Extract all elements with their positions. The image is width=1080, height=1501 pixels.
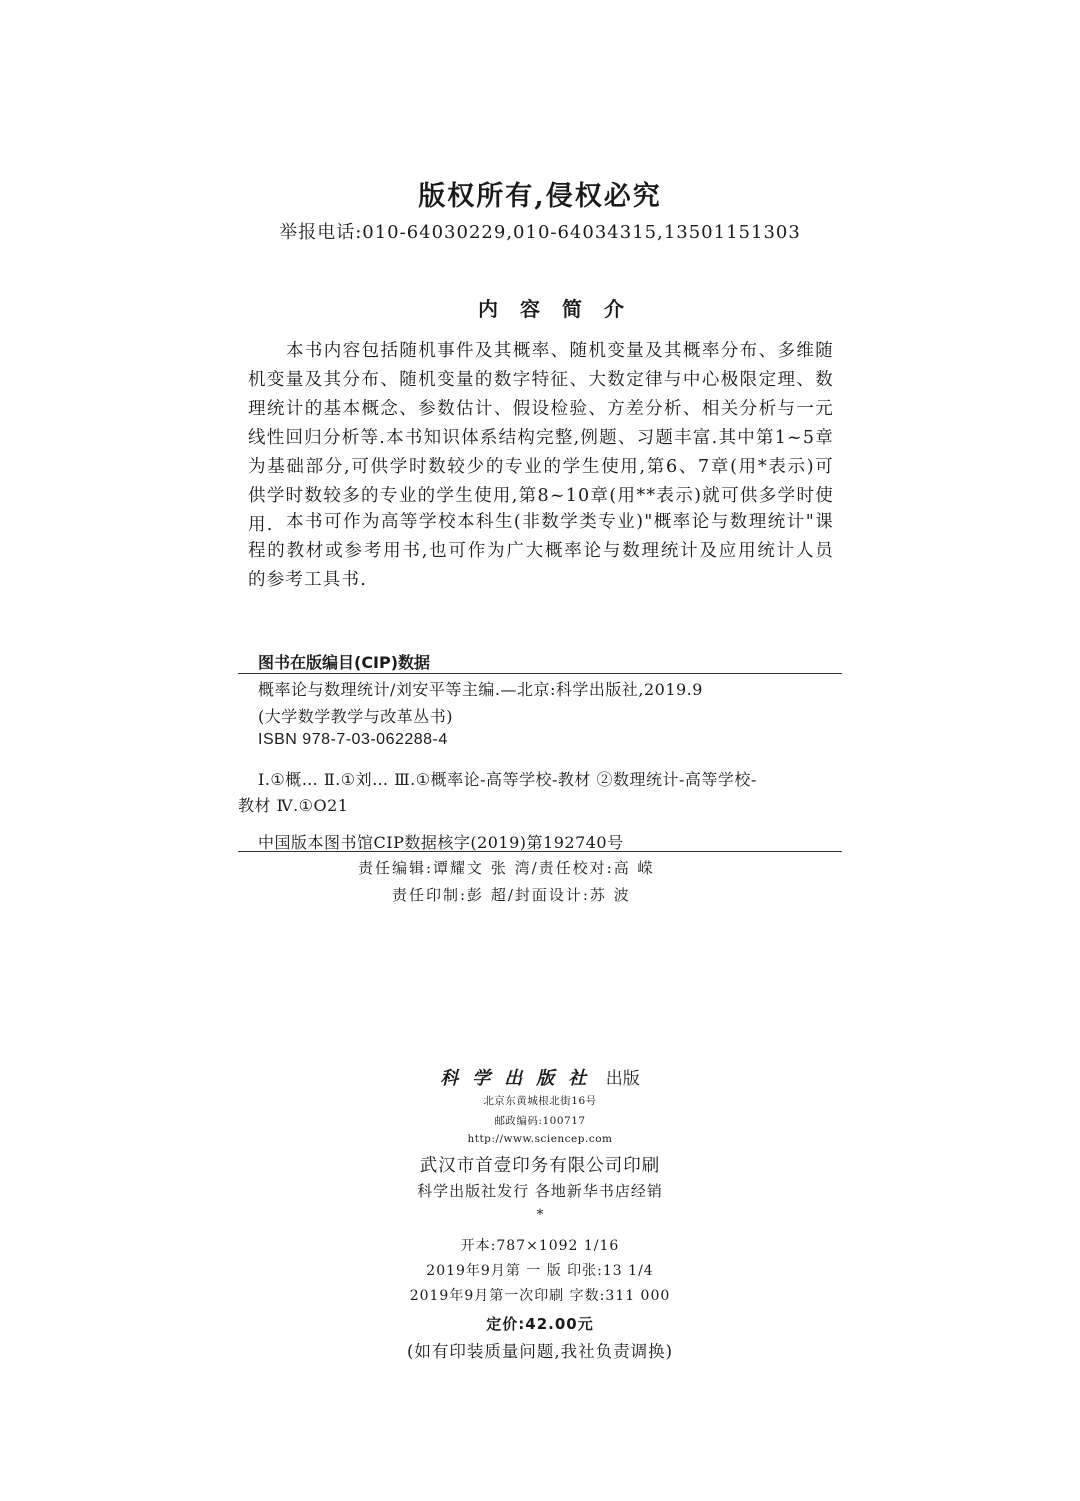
cip-top-rule	[238, 673, 842, 674]
cip-bottom-rule	[238, 851, 842, 852]
cip-line-title: 概率论与数理统计/刘安平等主编.—北京:科学出版社,2019.9	[258, 680, 703, 699]
intro-heading: 内容简介	[478, 297, 646, 321]
price: 定价:42.00元	[486, 1315, 594, 1333]
cip-line-series: (大学数学教学与改革丛书)	[258, 707, 453, 726]
edition-spec: 2019年9月第 一 版 印张:13 1/4	[426, 1263, 654, 1279]
intro-paragraph-1: 本书内容包括随机事件及其概率、随机变量及其概率分布、多维随机变量及其分布、随机变量的数字特征、大数定律与中心极限定理、数理统计的基本概念、参数估计、假设检验、方差分析、相关分析与一元线性回归分析等.本书知识体系结构完整,例题、习题丰富.其中第1~5章为基础部分,可供学时数较少的专业的学生使用,第6、7章(用*表示)可供学时数较多的专业的学生使用,第8~10章(用**表示)就可供多学时使用.	[248, 341, 834, 535]
distribution: 科学出版社发行 各地新华书店经销	[417, 1182, 663, 1200]
format-spec: 开本:787×1092 1/16	[460, 1238, 620, 1254]
publisher-line	[0, 1064, 1080, 1090]
cip-line-record: 中国版本图书馆CIP数据核字(2019)第192740号	[258, 833, 624, 852]
cip-line-classification: Ⅰ.①概… Ⅱ.①刘… Ⅲ.①概率论-高等学校-教材 ②数理统计-高等学校-	[258, 770, 757, 789]
report-phone: 举报电话:010-64030229,010-64034315,13501151303	[279, 222, 801, 243]
publisher-address: 北京东黄城根北街16号	[483, 1095, 597, 1107]
publisher-zip: 邮政编码:100717	[494, 1115, 586, 1127]
separator-star: *	[536, 1207, 544, 1223]
printer: 武汉市首壹印务有限公司印刷	[419, 1156, 661, 1176]
cip-heading: 图书在版编目(CIP)数据	[258, 653, 431, 672]
publisher-suffix: 出版	[605, 1069, 640, 1089]
production-credits: 责任印制:彭 超/封面设计:苏 波	[392, 886, 631, 904]
intro-paragraph-2: 本书可作为高等学校本科生(非数学类专业)"概率论与数理统计"课程的教材或参考用书,也可作为广大概率论与数理统计及应用统计人员的参考工具书.	[248, 512, 834, 590]
publisher-logo: 科学出版社	[440, 1068, 601, 1089]
copyright-title: 版权所有,侵权必究	[418, 181, 662, 212]
quality-note: (如有印装质量问题,我社负责调换)	[406, 1342, 674, 1361]
publisher-url: http://www.sciencep.com	[467, 1133, 613, 1145]
cip-line-classification-cont: 教材 Ⅳ.①O21	[238, 796, 349, 815]
editor-credits: 责任编辑:谭耀文 张 湾/责任校对:高 嵘	[358, 859, 655, 877]
cip-line-isbn: ISBN 978-7-03-062288-4	[258, 731, 448, 748]
printing-spec: 2019年9月第一次印刷 字数:311 000	[409, 1288, 671, 1304]
